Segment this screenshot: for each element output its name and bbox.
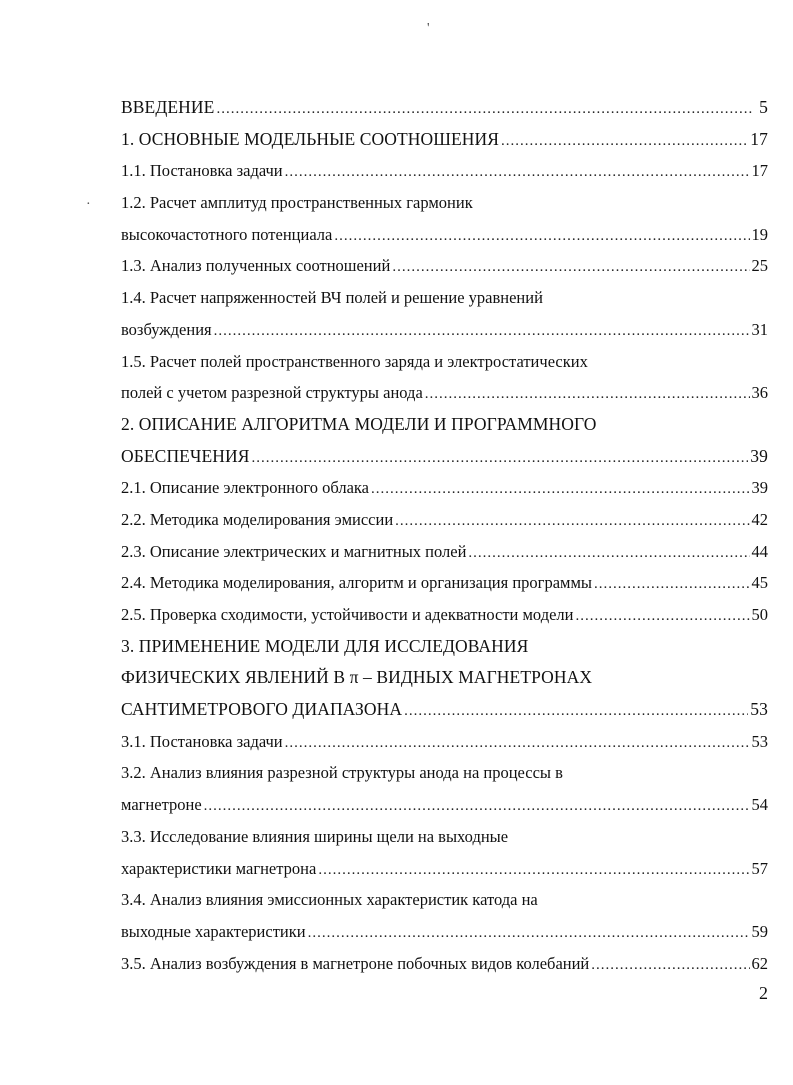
toc-entry-page: 57 bbox=[751, 858, 768, 878]
toc-entry bbox=[121, 282, 768, 314]
toc-leader-dots bbox=[468, 538, 749, 570]
toc-entry-page: 17 bbox=[750, 128, 768, 149]
toc-entry bbox=[121, 789, 768, 821]
toc-leader-dots bbox=[392, 252, 749, 284]
toc-entry-page: 50 bbox=[751, 605, 768, 624]
toc-entry bbox=[121, 124, 768, 156]
toc-leader-dots bbox=[371, 474, 750, 506]
toc-entry-title: магнетроне bbox=[121, 795, 202, 815]
toc-entry bbox=[121, 219, 768, 251]
toc-entry-title: 1.5. Расчет полей пространственного заряда и электростатических bbox=[121, 351, 588, 371]
toc-entry bbox=[121, 662, 768, 694]
toc-leader-dots bbox=[216, 94, 752, 126]
toc-entry-title: 2.3. Описание электрических и магнитных полей bbox=[121, 541, 467, 561]
toc-entry-page: 53 bbox=[750, 699, 768, 720]
toc-entry-page: 5 bbox=[759, 97, 768, 117]
toc-entry-page: 39 bbox=[751, 478, 768, 498]
toc-entry bbox=[121, 314, 768, 346]
toc-entry-title: 1.4. Расчет напряженностей ВЧ полей и решение уравнений bbox=[121, 288, 543, 308]
toc-leader-dots bbox=[285, 728, 750, 760]
toc-leader-dots bbox=[308, 918, 750, 950]
table-of-contents bbox=[121, 92, 768, 979]
toc-leader-dots bbox=[285, 157, 750, 189]
toc-entry-title: 1.3. Анализ полученных соотношений bbox=[121, 256, 391, 276]
toc-entry-page: 19 bbox=[751, 224, 768, 244]
toc-entry-title: 3.3. Исследование влияния ширины щели на выходные bbox=[121, 826, 509, 846]
toc-entry-page: 17 bbox=[751, 161, 768, 181]
toc-entry-title: 3.5. Анализ возбуждения в магнетроне побочных видов колебаний bbox=[121, 953, 590, 973]
toc-entry-page: 62 bbox=[751, 953, 768, 973]
toc-entry-title: ВВЕДЕНИЕ bbox=[121, 97, 215, 117]
toc-entry-page: 36 bbox=[751, 383, 768, 403]
toc-leader-dots bbox=[204, 791, 750, 823]
toc-entry-title: 1.2. Расчет амплитуд пространственных гармоник bbox=[121, 193, 473, 213]
toc-entry bbox=[121, 884, 768, 916]
toc-entry-title: 2.1. Описание электронного облака bbox=[121, 478, 369, 498]
toc-entry-title: полей с учетом разрезной структуры анода bbox=[121, 383, 423, 403]
toc-entry-page: 45 bbox=[751, 573, 768, 593]
toc-entry-title: 3.1. Постановка задачи bbox=[121, 731, 283, 751]
toc-entry bbox=[121, 409, 768, 441]
toc-leader-dots bbox=[334, 221, 749, 253]
toc-leader-dots bbox=[576, 601, 750, 633]
toc-entry bbox=[121, 726, 768, 758]
toc-entry bbox=[121, 472, 768, 504]
toc-entry-title: 2. ОПИСАНИЕ АЛГОРИТМА МОДЕЛИ И ПРОГРАММНОГО bbox=[121, 413, 597, 434]
toc-entry bbox=[121, 377, 768, 409]
toc-entry bbox=[121, 948, 768, 980]
toc-entry-title: 1.1. Постановка задачи bbox=[121, 161, 283, 181]
toc-entry-page: 42 bbox=[751, 509, 768, 529]
toc-entry bbox=[121, 821, 768, 853]
toc-entry-title: 3.2. Анализ влияния разрезной структуры анода на процессы в bbox=[121, 763, 563, 783]
toc-entry-title: 2.5. Проверка сходимости, устойчивости и адекватности модели bbox=[121, 605, 574, 624]
toc-entry bbox=[121, 567, 768, 599]
scan-speck: ' bbox=[427, 21, 430, 36]
toc-leader-dots bbox=[591, 950, 749, 982]
scan-speck: · bbox=[86, 197, 91, 212]
toc-leader-dots bbox=[214, 316, 750, 348]
toc-entry-title: высокочастотного потенциала bbox=[121, 224, 333, 244]
toc-entry bbox=[121, 757, 768, 789]
toc-entry-page: 39 bbox=[750, 445, 768, 466]
toc-entry bbox=[121, 536, 768, 568]
toc-entry-title: 3.4. Анализ влияния эмиссионных характеристик катода на bbox=[121, 890, 538, 910]
toc-entry bbox=[121, 155, 768, 187]
toc-leader-dots bbox=[318, 855, 749, 887]
toc-entry-title: ОБЕСПЕЧЕНИЯ bbox=[121, 445, 250, 466]
toc-entry-page: 25 bbox=[751, 256, 768, 276]
toc-entry-title: САНТИМЕТРОВОГО ДИАПАЗОНА bbox=[121, 699, 403, 720]
toc-entry bbox=[121, 853, 768, 885]
toc-entry bbox=[121, 441, 768, 473]
toc-entry-title: 3. ПРИМЕНЕНИЕ МОДЕЛИ ДЛЯ ИССЛЕДОВАНИЯ bbox=[121, 635, 529, 656]
toc-leader-dots bbox=[252, 443, 749, 475]
toc-entry bbox=[121, 631, 768, 663]
toc-entry bbox=[121, 187, 768, 219]
toc-entry-title: 2.4. Методика моделирования, алгоритм и организация программы bbox=[121, 573, 592, 593]
toc-entry-page: 54 bbox=[751, 795, 768, 815]
toc-entry bbox=[121, 694, 768, 726]
page-number: 2 bbox=[759, 983, 768, 1003]
toc-leader-dots bbox=[425, 379, 750, 411]
toc-entry-page: 44 bbox=[751, 541, 768, 561]
toc-entry bbox=[121, 599, 768, 631]
toc-entry bbox=[121, 250, 768, 282]
toc-entry-title: 1. ОСНОВНЫЕ МОДЕЛЬНЫЕ СООТНОШЕНИЯ bbox=[121, 128, 500, 149]
toc-entry-page: 31 bbox=[751, 319, 768, 339]
toc-leader-dots bbox=[594, 569, 750, 601]
toc-entry bbox=[121, 92, 768, 124]
toc-entry bbox=[121, 346, 768, 378]
toc-leader-dots bbox=[404, 696, 748, 728]
toc-entry-title: возбуждения bbox=[121, 319, 212, 339]
toc-entry-title: 2.2. Методика моделирования эмиссии bbox=[121, 509, 394, 529]
toc-leader-dots bbox=[501, 126, 748, 158]
toc-entry-title: выходные характеристики bbox=[121, 921, 306, 941]
toc-entry-title: ФИЗИЧЕСКИХ ЯВЛЕНИЙ В π – ВИДНЫХ МАГНЕТРОНАХ bbox=[121, 667, 593, 688]
toc-entry bbox=[121, 916, 768, 948]
toc-entry bbox=[121, 504, 768, 536]
toc-entry-page: 53 bbox=[751, 731, 768, 751]
toc-leader-dots bbox=[395, 506, 749, 538]
toc-entry-page: 59 bbox=[751, 921, 768, 941]
toc-entry-title: характеристики магнетрона bbox=[121, 858, 317, 878]
